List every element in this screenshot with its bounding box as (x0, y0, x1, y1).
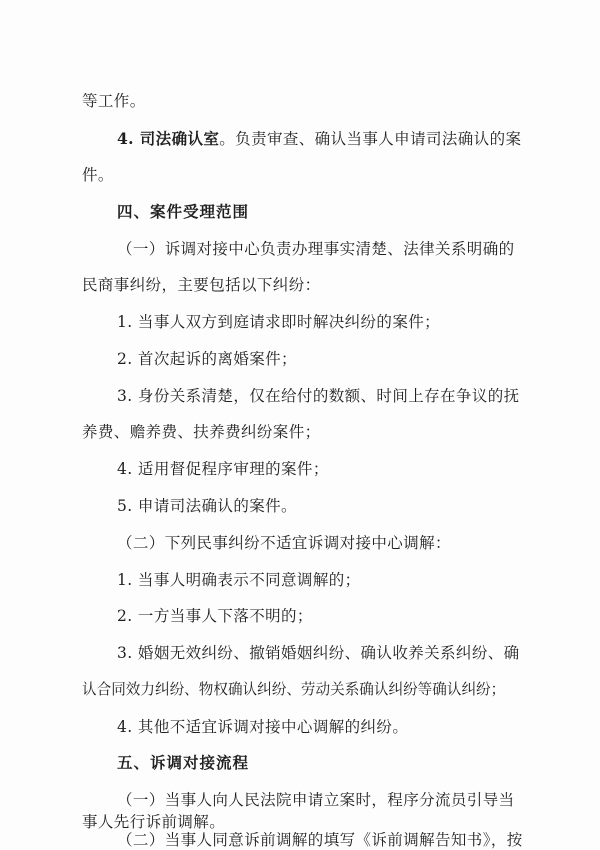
text-line (0, 601, 600, 631)
text-line (0, 454, 600, 484)
line-text: 5. 申请司法确认的案件。 (117, 497, 297, 515)
line-text: 3. 身份关系清楚，仅在给付的数额、时间上存在争议的抚 (117, 387, 520, 405)
section-heading (0, 748, 600, 778)
text-line (0, 86, 600, 116)
line-text: 。负责审查、确认当事人申请司法确认的案 (219, 130, 522, 148)
line-text: 民商事纠纷，主要包括以下纠纷： (82, 276, 321, 294)
heading-text: 四、案件受理范围 (117, 203, 250, 221)
text-line (0, 528, 600, 558)
text-line (0, 675, 600, 705)
line-text: 3. 婚姻无效纠纷、撤销婚姻纠纷、确认收养关系纠纷、确 (117, 644, 520, 662)
line-text: 等工作。 (82, 92, 146, 110)
line-text: 1. 当事人明确表示不同意调解的； (117, 571, 361, 589)
line-text: （二）下列民事纠纷不适宜诉调对接中心调解： (117, 534, 451, 552)
line-text: 件。 (82, 166, 114, 184)
line-text: 认合同效力纠纷、物权确认纠纷、劳动关系确认纠纷等确认纠纷； (82, 681, 506, 698)
line-text: 4. 适用督促程序审理的案件； (117, 460, 329, 478)
section-heading (0, 197, 600, 227)
text-line (0, 830, 600, 850)
section-item-title: 4. 司法确认室 (117, 129, 220, 148)
line-text: （二）当事人同意诉前调解的填写《诉前调解告知书》，按 (117, 831, 523, 849)
text-line (0, 712, 600, 742)
text-line (0, 812, 600, 832)
text-line (0, 381, 600, 411)
line-text: 事人先行诉前调解。 (82, 813, 226, 831)
line-text: 养费、赡养费、扶养费纠纷案件； (82, 423, 321, 441)
text-line (0, 124, 600, 154)
text-line (0, 417, 600, 447)
line-text: 2. 一方当事人下落不明的； (117, 607, 313, 625)
line-text: （一）诉调对接中心负责办理事实清楚、法律关系明确的 (117, 240, 515, 258)
text-line (0, 344, 600, 374)
text-line (0, 160, 600, 190)
text-line (0, 270, 600, 300)
text-line (0, 785, 600, 815)
line-text: 1. 当事人双方到庭请求即时解决纠纷的案件； (117, 313, 441, 331)
text-line (0, 234, 600, 264)
text-line (0, 307, 600, 337)
text-line (0, 565, 600, 595)
line-text: 2. 首次起诉的离婚案件； (117, 350, 297, 368)
line-text: （一）当事人向人民法院申请立案时，程序分流员引导当 (117, 791, 515, 809)
heading-text: 五、诉调对接流程 (117, 754, 250, 772)
text-line (0, 491, 600, 521)
line-text: 4. 其他不适宜诉调对接中心调解的纠纷。 (117, 718, 409, 736)
text-line (0, 638, 600, 668)
